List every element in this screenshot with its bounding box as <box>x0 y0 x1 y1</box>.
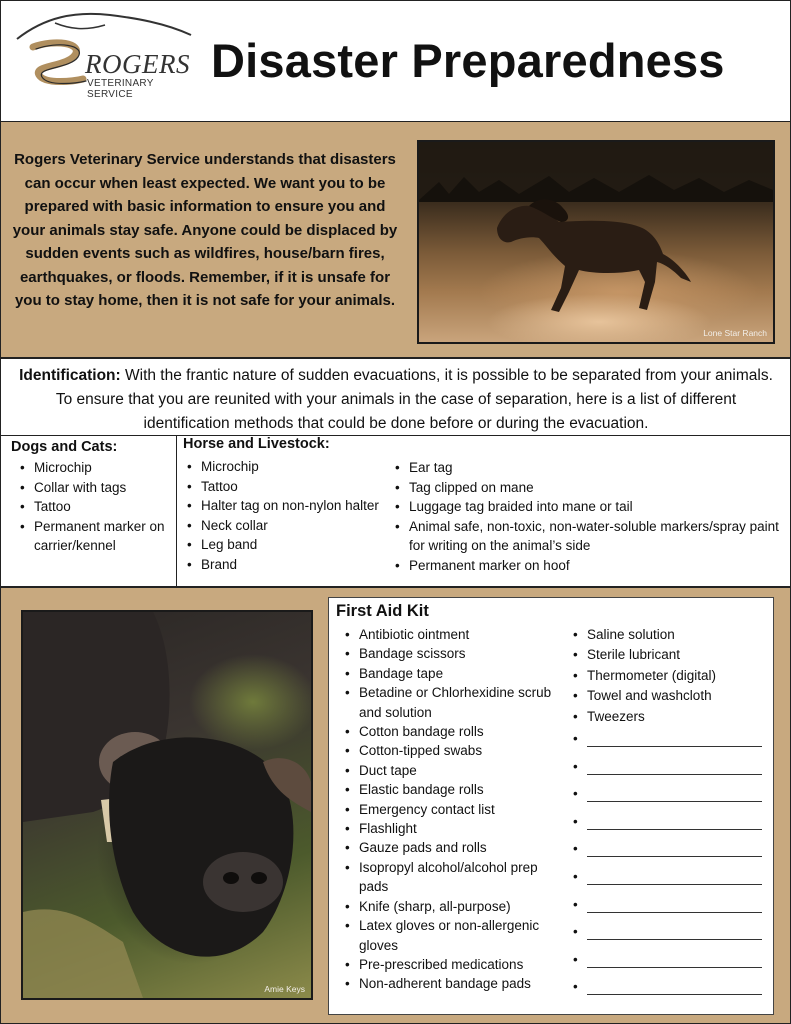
first-aid-list-left <box>341 625 563 994</box>
list-item: • Neck collar <box>185 516 390 536</box>
column-divider <box>176 436 177 586</box>
list-item: • Thermometer (digital) <box>569 666 765 686</box>
cows-silhouette-icon <box>23 612 311 998</box>
list-item: • Elastic bandage rolls <box>341 780 563 799</box>
cows-photo-caption: Amie Keys <box>264 984 305 994</box>
identification-lists <box>1 436 790 588</box>
horse-livestock-list-right <box>393 458 783 575</box>
list-item: • Leg band <box>185 535 390 555</box>
list-item: • Flashlight <box>341 819 563 838</box>
list-item: • Bandage tape <box>341 664 563 683</box>
blank-write-in-line <box>569 895 762 923</box>
blank-write-in-line <box>569 950 762 978</box>
list-item: • Microchip <box>185 457 390 477</box>
list-item: • Halter tag on non-nylon halter <box>185 496 390 516</box>
first-aid-kit-title: First Aid Kit <box>336 602 429 620</box>
horse-photo-caption: Lone Star Ranch <box>703 328 767 338</box>
rogers-logo <box>15 9 197 100</box>
logo-subtitle: VETERINARY SERVICE <box>87 78 154 100</box>
blank-underline <box>587 801 762 802</box>
first-aid-section <box>1 588 790 1023</box>
list-item: • Brand <box>185 555 390 575</box>
list-item: • Tattoo <box>18 497 176 517</box>
list-item: • Tag clipped on mane <box>393 478 783 498</box>
first-aid-blank-lines <box>569 729 762 1005</box>
page-title: Disaster Preparedness <box>211 34 725 87</box>
blank-write-in-line <box>569 729 762 757</box>
blank-write-in-line <box>569 922 762 950</box>
blank-underline <box>587 994 762 995</box>
blank-underline <box>587 774 762 775</box>
list-item: • Tattoo <box>185 477 390 497</box>
list-item: • Towel and washcloth <box>569 686 765 706</box>
blank-write-in-line <box>569 757 762 785</box>
logo-name: ROGERS <box>85 49 190 79</box>
dogs-cats-list <box>18 458 176 556</box>
list-item: • Antibiotic ointment <box>341 625 563 644</box>
blank-write-in-line <box>569 812 762 840</box>
blank-write-in-line <box>569 839 762 867</box>
list-item: • Microchip <box>18 458 176 478</box>
list-item: • Bandage scissors <box>341 644 563 663</box>
list-item: • Saline solution <box>569 625 765 645</box>
list-item: • Luggage tag braided into mane or tail <box>393 497 783 517</box>
list-item: • Cotton-tipped swabs <box>341 741 563 760</box>
blank-underline <box>587 856 762 857</box>
list-item: • Pre-prescribed medications <box>341 955 563 974</box>
list-item: • Ear tag <box>393 458 783 478</box>
blank-underline <box>587 912 762 913</box>
list-item: • Betadine or Chlorhexidine scrub and solution <box>341 683 563 722</box>
list-item: • Animal safe, non-toxic, non-water-soluble markers/spray paint for writing on the animal’s side <box>393 517 783 556</box>
first-aid-list-right <box>569 625 765 727</box>
blank-underline <box>587 884 762 885</box>
list-item: • Tweezers <box>569 707 765 727</box>
list-item: • Isopropyl alcohol/alcohol prep pads <box>341 858 563 897</box>
identification-body: With the frantic nature of sudden evacuations, it is possible to be separated from your animals. To ensure that you are reunited with your animals in the case of separation, here is a list of different identification methods that could be done before or during the evacuation. <box>55 367 773 432</box>
blank-underline <box>587 829 762 830</box>
list-item: • Permanent marker on carrier/kennel <box>18 517 176 556</box>
horse-silhouette-icon <box>419 142 773 342</box>
list-item: • Sterile lubricant <box>569 645 765 665</box>
blank-underline <box>587 967 762 968</box>
list-item: • Emergency contact list <box>341 800 563 819</box>
horse-livestock-heading: Horse and Livestock: <box>183 436 330 452</box>
first-aid-kit-box <box>328 597 774 1015</box>
horse-photo <box>417 140 775 344</box>
list-item: • Cotton bandage rolls <box>341 722 563 741</box>
dogs-cats-heading: Dogs and Cats: <box>11 439 118 455</box>
list-item: • Collar with tags <box>18 478 176 498</box>
blank-underline <box>587 939 762 940</box>
blank-write-in-line <box>569 977 762 1005</box>
identification-text <box>15 364 777 436</box>
list-item: • Latex gloves or non-allergenic gloves <box>341 916 563 955</box>
header <box>1 1 790 123</box>
intro-text: Rogers Veterinary Service understands that disasters can occur when least expected. We want you to be prepared with basic information to ensure you and your animals stay safe. Anyone could be displaced by sudden events such as wildfires, house/barn fires, earthquakes, or floods. Remember, if it is unsafe for you to stay home, then it is not safe for your animals. <box>12 151 398 309</box>
list-item: • Duct tape <box>341 761 563 780</box>
cows-photo <box>21 610 313 1000</box>
horse-livestock-list-left <box>185 457 390 574</box>
intro-section <box>1 122 790 359</box>
list-item: • Non-adherent bandage pads <box>341 974 563 993</box>
blank-underline <box>587 746 762 747</box>
list-item: • Permanent marker on hoof <box>393 556 783 576</box>
list-item: • Gauze pads and rolls <box>341 838 563 857</box>
blank-write-in-line <box>569 867 762 895</box>
list-item: • Knife (sharp, all-purpose) <box>341 897 563 916</box>
identification-section <box>1 359 790 436</box>
blank-write-in-line <box>569 784 762 812</box>
identification-label: Identification: <box>19 367 121 384</box>
